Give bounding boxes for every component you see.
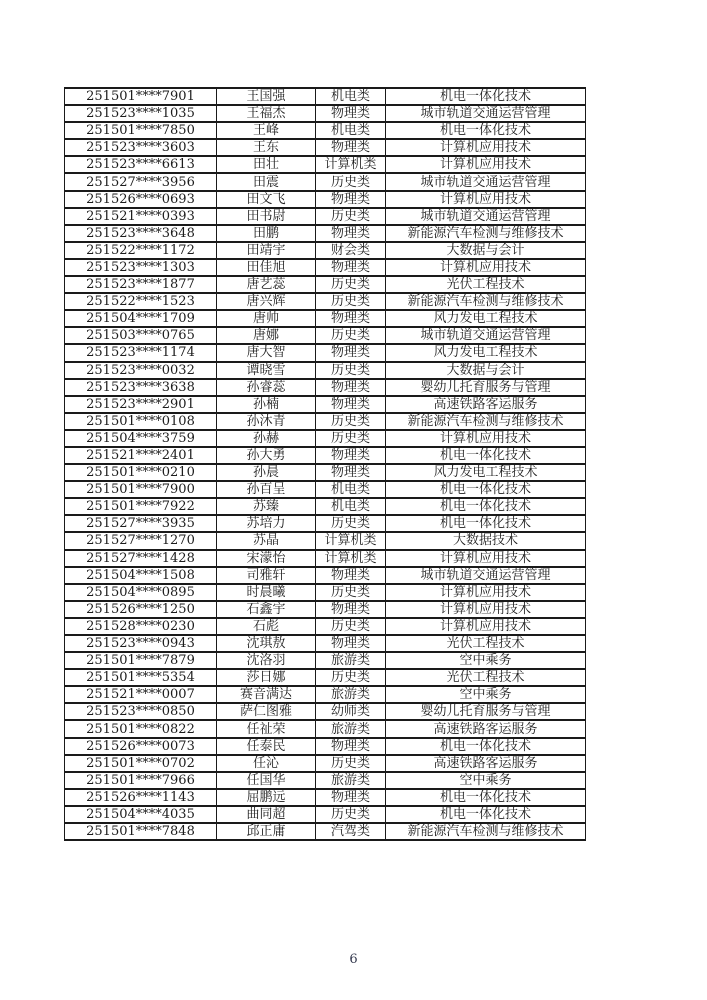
admission-roster-body xyxy=(65,88,586,840)
major-cell: 新能源汽车检测与维修技术 xyxy=(386,413,586,430)
table-row xyxy=(65,105,586,122)
student-id-cell: 251501****7879 xyxy=(65,652,217,669)
student-id-cell: 251523****1877 xyxy=(65,276,217,293)
major-cell: 空中乘务 xyxy=(386,772,586,789)
name-cell: 邱正庸 xyxy=(217,823,316,840)
table-row xyxy=(65,601,586,618)
name-cell: 屈鹏远 xyxy=(217,789,316,806)
major-cell: 婴幼儿托育服务与管理 xyxy=(386,379,586,396)
student-id-cell: 251526****1250 xyxy=(65,601,217,618)
category-cell: 物理类 xyxy=(316,379,386,396)
student-id-cell: 251522****1172 xyxy=(65,242,217,259)
major-cell: 风力发电工程技术 xyxy=(386,344,586,361)
table-row xyxy=(65,208,586,225)
category-cell: 历史类 xyxy=(316,327,386,344)
category-cell: 历史类 xyxy=(316,208,386,225)
name-cell: 萨仁图雅 xyxy=(217,703,316,720)
name-cell: 孙楠 xyxy=(217,396,316,413)
category-cell: 物理类 xyxy=(316,738,386,755)
name-cell: 沈洛羽 xyxy=(217,652,316,669)
major-cell: 空中乘务 xyxy=(386,652,586,669)
major-cell: 机电一体化技术 xyxy=(386,806,586,823)
student-id-cell: 251521****0007 xyxy=(65,686,217,703)
student-id-cell: 251523****0032 xyxy=(65,362,217,379)
page-number: 6 xyxy=(349,952,358,967)
table-row xyxy=(65,430,586,447)
student-id-cell: 251503****0765 xyxy=(65,327,217,344)
major-cell: 高速铁路客运服务 xyxy=(386,720,586,737)
table-row xyxy=(65,88,586,105)
major-cell: 空中乘务 xyxy=(386,686,586,703)
student-id-cell: 251521****0393 xyxy=(65,208,217,225)
student-id-cell: 251528****0230 xyxy=(65,618,217,635)
student-id-cell: 251527****1428 xyxy=(65,550,217,567)
name-cell: 田壮 xyxy=(217,156,316,173)
table-row xyxy=(65,618,586,635)
name-cell: 司雅轩 xyxy=(217,567,316,584)
student-id-cell: 251523****1174 xyxy=(65,344,217,361)
major-cell: 大数据与会计 xyxy=(386,242,586,259)
name-cell: 孙睿蕊 xyxy=(217,379,316,396)
table-row xyxy=(65,447,586,464)
student-id-cell: 251501****0822 xyxy=(65,720,217,737)
admission-roster-table xyxy=(64,87,586,841)
name-cell: 王峰 xyxy=(217,122,316,139)
name-cell: 苏晶 xyxy=(217,532,316,549)
table-row xyxy=(65,122,586,139)
student-id-cell: 251526****0073 xyxy=(65,738,217,755)
table-row xyxy=(65,652,586,669)
major-cell: 新能源汽车检测与维修技术 xyxy=(386,823,586,840)
category-cell: 物理类 xyxy=(316,601,386,618)
category-cell: 历史类 xyxy=(316,430,386,447)
category-cell: 计算机类 xyxy=(316,550,386,567)
major-cell: 计算机应用技术 xyxy=(386,259,586,276)
table-row xyxy=(65,498,586,515)
student-id-cell: 251527****3935 xyxy=(65,515,217,532)
table-row xyxy=(65,669,586,686)
category-cell: 机电类 xyxy=(316,88,386,105)
table-row xyxy=(65,550,586,567)
major-cell: 机电一体化技术 xyxy=(386,447,586,464)
student-id-cell: 251501****0702 xyxy=(65,755,217,772)
category-cell: 物理类 xyxy=(316,635,386,652)
name-cell: 苏培力 xyxy=(217,515,316,532)
name-cell: 田佳旭 xyxy=(217,259,316,276)
category-cell: 历史类 xyxy=(316,293,386,310)
category-cell: 物理类 xyxy=(316,396,386,413)
table-row xyxy=(65,567,586,584)
name-cell: 任祉荣 xyxy=(217,720,316,737)
student-id-cell: 251501****7850 xyxy=(65,122,217,139)
major-cell: 光伏工程技术 xyxy=(386,276,586,293)
student-id-cell: 251527****3956 xyxy=(65,173,217,190)
name-cell: 任泰民 xyxy=(217,738,316,755)
major-cell: 机电一体化技术 xyxy=(386,498,586,515)
major-cell: 机电一体化技术 xyxy=(386,738,586,755)
table-row xyxy=(65,481,586,498)
table-row xyxy=(65,806,586,823)
table-row xyxy=(65,191,586,208)
table-row xyxy=(65,362,586,379)
student-id-cell: 251523****1303 xyxy=(65,259,217,276)
student-id-cell: 251501****7922 xyxy=(65,498,217,515)
table-row xyxy=(65,396,586,413)
student-id-cell: 251523****3638 xyxy=(65,379,217,396)
major-cell: 计算机应用技术 xyxy=(386,191,586,208)
student-id-cell: 251523****1035 xyxy=(65,105,217,122)
table-row xyxy=(65,276,586,293)
student-id-cell: 251504****0895 xyxy=(65,584,217,601)
student-id-cell: 251523****3648 xyxy=(65,225,217,242)
table-row xyxy=(65,738,586,755)
student-id-cell: 251501****7966 xyxy=(65,772,217,789)
table-row xyxy=(65,327,586,344)
table-row xyxy=(65,379,586,396)
student-id-cell: 251501****0210 xyxy=(65,464,217,481)
table-row xyxy=(65,515,586,532)
name-cell: 王国强 xyxy=(217,88,316,105)
category-cell: 物理类 xyxy=(316,344,386,361)
name-cell: 苏臻 xyxy=(217,498,316,515)
name-cell: 唐大智 xyxy=(217,344,316,361)
category-cell: 物理类 xyxy=(316,259,386,276)
table-row xyxy=(65,344,586,361)
category-cell: 历史类 xyxy=(316,276,386,293)
category-cell: 旅游类 xyxy=(316,652,386,669)
name-cell: 莎日娜 xyxy=(217,669,316,686)
major-cell: 机电一体化技术 xyxy=(386,789,586,806)
category-cell: 历史类 xyxy=(316,806,386,823)
name-cell: 孙沐青 xyxy=(217,413,316,430)
category-cell: 物理类 xyxy=(316,447,386,464)
student-id-cell: 251501****7848 xyxy=(65,823,217,840)
category-cell: 历史类 xyxy=(316,413,386,430)
category-cell: 物理类 xyxy=(316,191,386,208)
major-cell: 机电一体化技术 xyxy=(386,515,586,532)
major-cell: 城市轨道交通运营管理 xyxy=(386,173,586,190)
student-id-cell: 251523****0943 xyxy=(65,635,217,652)
category-cell: 计算机类 xyxy=(316,532,386,549)
category-cell: 物理类 xyxy=(316,789,386,806)
major-cell: 机电一体化技术 xyxy=(386,481,586,498)
major-cell: 计算机应用技术 xyxy=(386,618,586,635)
table-row xyxy=(65,242,586,259)
table-row xyxy=(65,259,586,276)
name-cell: 田靖宇 xyxy=(217,242,316,259)
table-row xyxy=(65,225,586,242)
table-row xyxy=(65,464,586,481)
major-cell: 机电一体化技术 xyxy=(386,122,586,139)
table-row xyxy=(65,789,586,806)
category-cell: 机电类 xyxy=(316,481,386,498)
category-cell: 机电类 xyxy=(316,122,386,139)
name-cell: 王东 xyxy=(217,139,316,156)
major-cell: 城市轨道交通运营管理 xyxy=(386,327,586,344)
table-row xyxy=(65,686,586,703)
category-cell: 历史类 xyxy=(316,669,386,686)
major-cell: 城市轨道交通运营管理 xyxy=(386,105,586,122)
category-cell: 物理类 xyxy=(316,310,386,327)
major-cell: 风力发电工程技术 xyxy=(386,464,586,481)
major-cell: 大数据与会计 xyxy=(386,362,586,379)
student-id-cell: 251504****1709 xyxy=(65,310,217,327)
table-row xyxy=(65,635,586,652)
student-id-cell: 251523****6613 xyxy=(65,156,217,173)
name-cell: 任国华 xyxy=(217,772,316,789)
student-id-cell: 251523****3603 xyxy=(65,139,217,156)
name-cell: 唐艺蕊 xyxy=(217,276,316,293)
name-cell: 孙百呈 xyxy=(217,481,316,498)
table-row xyxy=(65,413,586,430)
name-cell: 宋濛怡 xyxy=(217,550,316,567)
name-cell: 石鑫宇 xyxy=(217,601,316,618)
name-cell: 时晨曦 xyxy=(217,584,316,601)
category-cell: 财会类 xyxy=(316,242,386,259)
major-cell: 新能源汽车检测与维修技术 xyxy=(386,225,586,242)
name-cell: 田书尉 xyxy=(217,208,316,225)
category-cell: 旅游类 xyxy=(316,720,386,737)
major-cell: 计算机应用技术 xyxy=(386,601,586,618)
name-cell: 沈琪敖 xyxy=(217,635,316,652)
category-cell: 机电类 xyxy=(316,498,386,515)
student-id-cell: 251501****7901 xyxy=(65,88,217,105)
student-id-cell: 251504****3759 xyxy=(65,430,217,447)
major-cell: 计算机应用技术 xyxy=(386,430,586,447)
name-cell: 田震 xyxy=(217,173,316,190)
name-cell: 唐帅 xyxy=(217,310,316,327)
major-cell: 大数据技术 xyxy=(386,532,586,549)
table-row xyxy=(65,703,586,720)
major-cell: 机电一体化技术 xyxy=(386,88,586,105)
name-cell: 曲同超 xyxy=(217,806,316,823)
name-cell: 孙赫 xyxy=(217,430,316,447)
major-cell: 计算机应用技术 xyxy=(386,550,586,567)
student-id-cell: 251526****1143 xyxy=(65,789,217,806)
student-id-cell: 251527****1270 xyxy=(65,532,217,549)
major-cell: 光伏工程技术 xyxy=(386,669,586,686)
student-id-cell: 251501****7900 xyxy=(65,481,217,498)
category-cell: 物理类 xyxy=(316,464,386,481)
category-cell: 物理类 xyxy=(316,567,386,584)
category-cell: 历史类 xyxy=(316,618,386,635)
major-cell: 城市轨道交通运营管理 xyxy=(386,567,586,584)
student-id-cell: 251504****4035 xyxy=(65,806,217,823)
name-cell: 孙晨 xyxy=(217,464,316,481)
major-cell: 高速铁路客运服务 xyxy=(386,755,586,772)
table-row xyxy=(65,139,586,156)
major-cell: 计算机应用技术 xyxy=(386,156,586,173)
student-id-cell: 251501****0108 xyxy=(65,413,217,430)
category-cell: 汽驾类 xyxy=(316,823,386,840)
name-cell: 谭晓雪 xyxy=(217,362,316,379)
name-cell: 赛音满达 xyxy=(217,686,316,703)
major-cell: 计算机应用技术 xyxy=(386,139,586,156)
name-cell: 唐娜 xyxy=(217,327,316,344)
table-row xyxy=(65,720,586,737)
table-row xyxy=(65,293,586,310)
student-id-cell: 251523****0850 xyxy=(65,703,217,720)
category-cell: 历史类 xyxy=(316,362,386,379)
name-cell: 王福杰 xyxy=(217,105,316,122)
name-cell: 田文飞 xyxy=(217,191,316,208)
major-cell: 新能源汽车检测与维修技术 xyxy=(386,293,586,310)
table-row xyxy=(65,156,586,173)
category-cell: 计算机类 xyxy=(316,156,386,173)
major-cell: 计算机应用技术 xyxy=(386,584,586,601)
category-cell: 历史类 xyxy=(316,755,386,772)
major-cell: 城市轨道交通运营管理 xyxy=(386,208,586,225)
table-row xyxy=(65,823,586,840)
name-cell: 石彪 xyxy=(217,618,316,635)
category-cell: 旅游类 xyxy=(316,686,386,703)
category-cell: 物理类 xyxy=(316,225,386,242)
student-id-cell: 251521****2401 xyxy=(65,447,217,464)
name-cell: 孙大勇 xyxy=(217,447,316,464)
category-cell: 历史类 xyxy=(316,584,386,601)
student-id-cell: 251526****0693 xyxy=(65,191,217,208)
table-row xyxy=(65,772,586,789)
student-id-cell: 251523****2901 xyxy=(65,396,217,413)
name-cell: 唐兴辉 xyxy=(217,293,316,310)
major-cell: 高速铁路客运服务 xyxy=(386,396,586,413)
name-cell: 任沁 xyxy=(217,755,316,772)
major-cell: 风力发电工程技术 xyxy=(386,310,586,327)
table-row xyxy=(65,173,586,190)
table-row xyxy=(65,532,586,549)
name-cell: 田鹏 xyxy=(217,225,316,242)
student-id-cell: 251522****1523 xyxy=(65,293,217,310)
category-cell: 物理类 xyxy=(316,139,386,156)
table-row xyxy=(65,755,586,772)
student-id-cell: 251501****5354 xyxy=(65,669,217,686)
category-cell: 物理类 xyxy=(316,105,386,122)
student-id-cell: 251504****1508 xyxy=(65,567,217,584)
table-row xyxy=(65,584,586,601)
category-cell: 幼师类 xyxy=(316,703,386,720)
table-row xyxy=(65,310,586,327)
major-cell: 光伏工程技术 xyxy=(386,635,586,652)
category-cell: 历史类 xyxy=(316,515,386,532)
major-cell: 婴幼儿托育服务与管理 xyxy=(386,703,586,720)
category-cell: 历史类 xyxy=(316,173,386,190)
category-cell: 旅游类 xyxy=(316,772,386,789)
